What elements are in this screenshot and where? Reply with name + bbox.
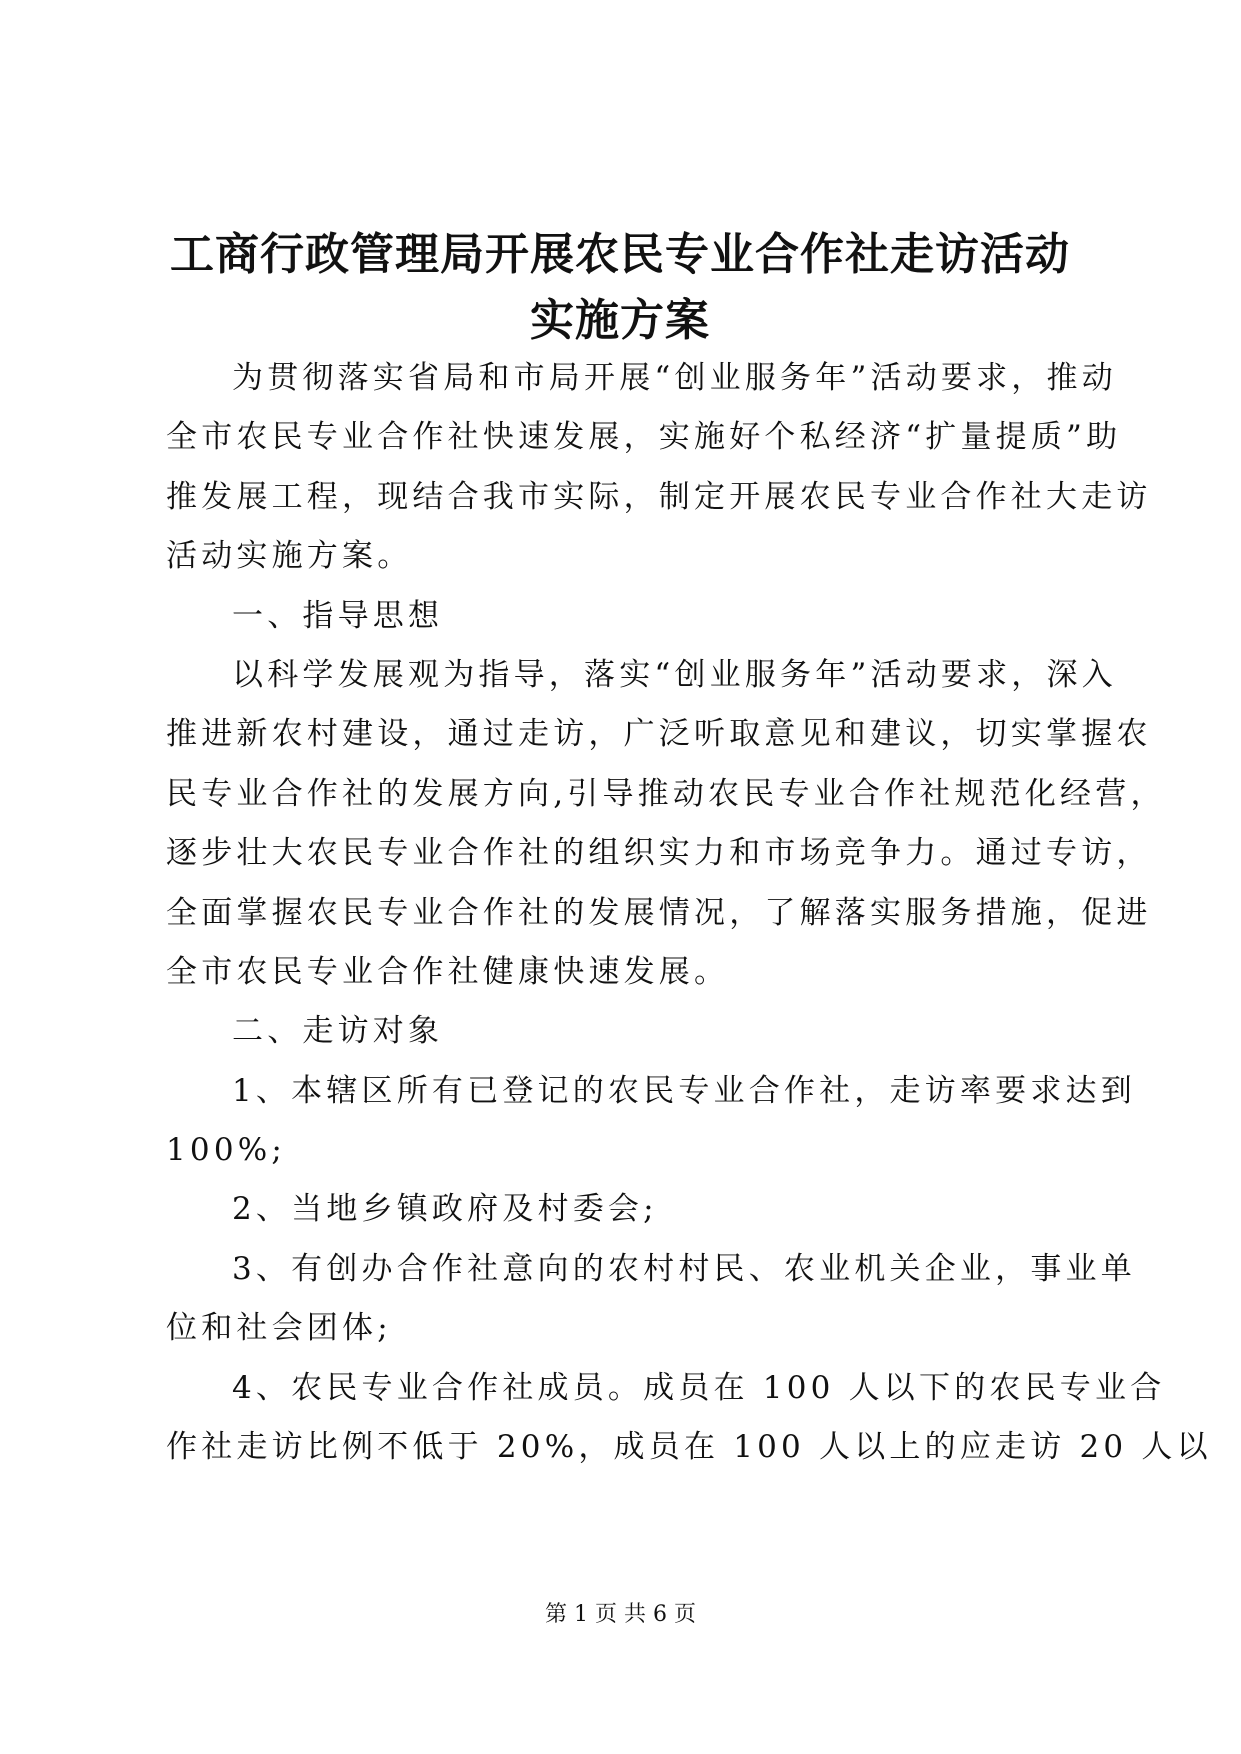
title-line-2: 实施方案 (530, 295, 710, 346)
title-line-1: 工商行政管理局开展农民专业合作社走访活动 (170, 229, 1070, 280)
list-item: 1、本辖区所有已登记的农民专业合作社，走访率要求达到 (232, 1072, 1136, 1109)
body-line: 民专业合作社的发展方向,引导推动农民专业合作社规范化经营， (166, 775, 1166, 812)
body-line: 全市农民专业合作社快速发展，实施好个私经济“扩量提质”助 (166, 419, 1122, 456)
list-item: 4、农民专业合作社成员。成员在 100 人以下的农民专业合 (232, 1369, 1166, 1406)
page-number: 第 1 页 共 6 页 (545, 1602, 696, 1627)
list-item: 3、有创办合作社意向的农村村民、农业机关企业，事业单 (232, 1250, 1136, 1287)
document-body (166, 349, 1212, 1477)
section-heading: 二、走访对象 (232, 1013, 444, 1050)
body-line: 全市农民专业合作社健康快速发展。 (166, 953, 730, 990)
section-heading: 一、指导思想 (232, 597, 444, 634)
body-line: 全面掌握农民专业合作社的发展情况，了解落实服务措施，促进 (166, 894, 1152, 931)
list-item-continuation: 100%; (166, 1132, 287, 1169)
body-line: 以科学发展观为指导，落实“创业服务年”活动要求，深入 (232, 656, 1117, 693)
body-line: 推进新农村建设，通过走访，广泛听取意见和建议，切实掌握农 (166, 716, 1152, 753)
body-line: 推发展工程，现结合我市实际，制定开展农民专业合作社大走访 (166, 478, 1152, 515)
list-item: 2、当地乡镇政府及村委会; (232, 1191, 658, 1228)
body-line: 逐步壮大农民专业合作社的组织实力和市场竞争力。通过专访， (166, 835, 1152, 872)
body-line: 为贯彻落实省局和市局开展“创业服务年”活动要求，推动 (232, 360, 1117, 396)
list-item-continuation: 位和社会团体; (166, 1310, 392, 1347)
list-item-continuation: 作社走访比例不低于 20%，成员在 100 人以上的应走访 20 人以 (166, 1429, 1212, 1466)
body-line: 活动实施方案。 (166, 538, 413, 575)
page-footer (0, 1600, 1241, 1630)
document-title (140, 222, 1100, 354)
